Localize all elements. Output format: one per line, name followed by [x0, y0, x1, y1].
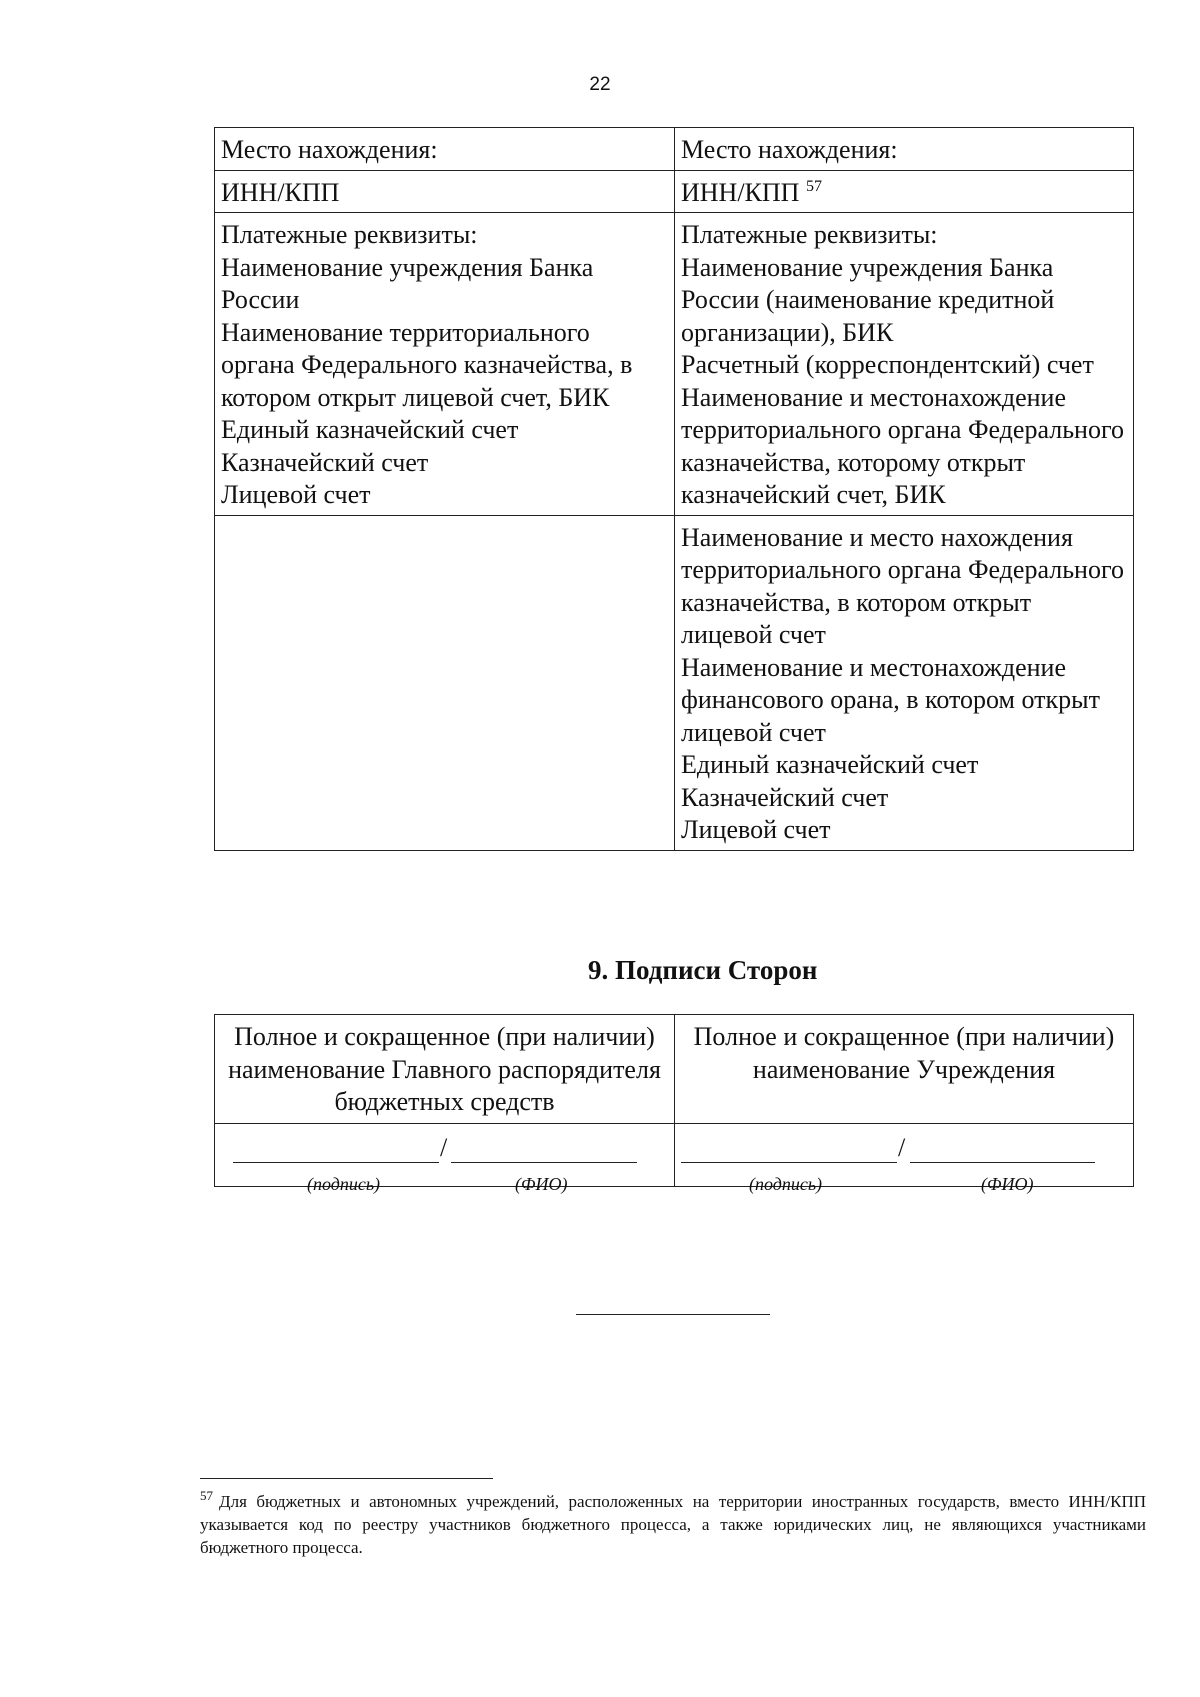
table-row: [215, 128, 1134, 171]
name-caption: (ФИО): [515, 1173, 568, 1194]
location-label-left: Место нахождения:: [215, 128, 675, 171]
table-row: [215, 213, 1134, 516]
payment-details-left: Платежные реквизиты: Наименование учреждения Банка России Наименование территориального органа Федерального казначейства, в котором открыт лицевой счет, БИК Единый казначейский счет Казначейский счет Лицевой счет: [215, 213, 675, 516]
signature-slash: /: [440, 1132, 448, 1162]
signature-caption: (подпись): [749, 1173, 823, 1194]
footnote: [200, 1490, 1146, 1559]
inn-kpp-cell-right: [675, 170, 1134, 213]
table-row: [215, 1015, 1134, 1124]
table-row: [215, 1123, 1134, 1186]
institution-header: Полное и сокращенное (при наличии) наименование Учреждения: [675, 1015, 1134, 1124]
payment-details-right: Платежные реквизиты: Наименование учреждения Банка России (наименование кредитной организации), БИК Расчетный (корреспондентский) счет Наименование и местонахождение территориального органа Федерального казначейства, которому открыт казначейский счет, БИК: [675, 213, 1134, 516]
empty-cell-left: [215, 515, 675, 850]
signature-cell-right: [675, 1123, 1134, 1194]
signature-line: [681, 1162, 897, 1163]
location-label-right: Место нахождения:: [675, 128, 1134, 171]
page-number: 22: [589, 74, 611, 95]
signatures-table: [214, 1014, 1134, 1194]
name-line: [451, 1162, 637, 1163]
treasury-details-right: Наименование и место нахождения территориального органа Федерального казначейства, в котором открыт лицевой счет Наименование и местонахождение финансового орана, в котором открыт лицевой счет Единый казначейский счет Казначейский счет Лицевой счет: [675, 515, 1134, 850]
signature-slash: /: [898, 1132, 906, 1162]
signature-cell-left: [215, 1123, 675, 1194]
name-line: [910, 1162, 1095, 1163]
requisites-table: [214, 127, 1134, 851]
chief-distributor-header: Полное и сокращенное (при наличии) наименование Главного распорядителя бюджетных средств: [215, 1015, 675, 1124]
name-caption: (ФИО): [981, 1173, 1034, 1194]
signature-line: [233, 1162, 439, 1163]
footnote-marker: 57: [200, 1488, 213, 1503]
section-heading: 9. Подписи Сторон: [588, 955, 818, 985]
inn-kpp-label-left: ИНН/КПП: [215, 170, 675, 213]
signature-caption: (подпись): [307, 1173, 381, 1194]
footnote-reference: 57: [805, 177, 822, 195]
footnote-rule: [200, 1478, 493, 1479]
inn-kpp-label-right: ИНН/КПП: [681, 177, 800, 207]
separator-line: [576, 1314, 770, 1315]
footnote-text: Для бюджетных и автономных учреждений, расположенных на территории иностранных государств, вместо ИНН/КПП указывается код по реестру участников бюджетного процесса, а также юридических лиц, не являющихся участниками бюджетного процесса.: [200, 1492, 1146, 1557]
table-row: [215, 515, 1134, 850]
table-row: [215, 170, 1134, 213]
